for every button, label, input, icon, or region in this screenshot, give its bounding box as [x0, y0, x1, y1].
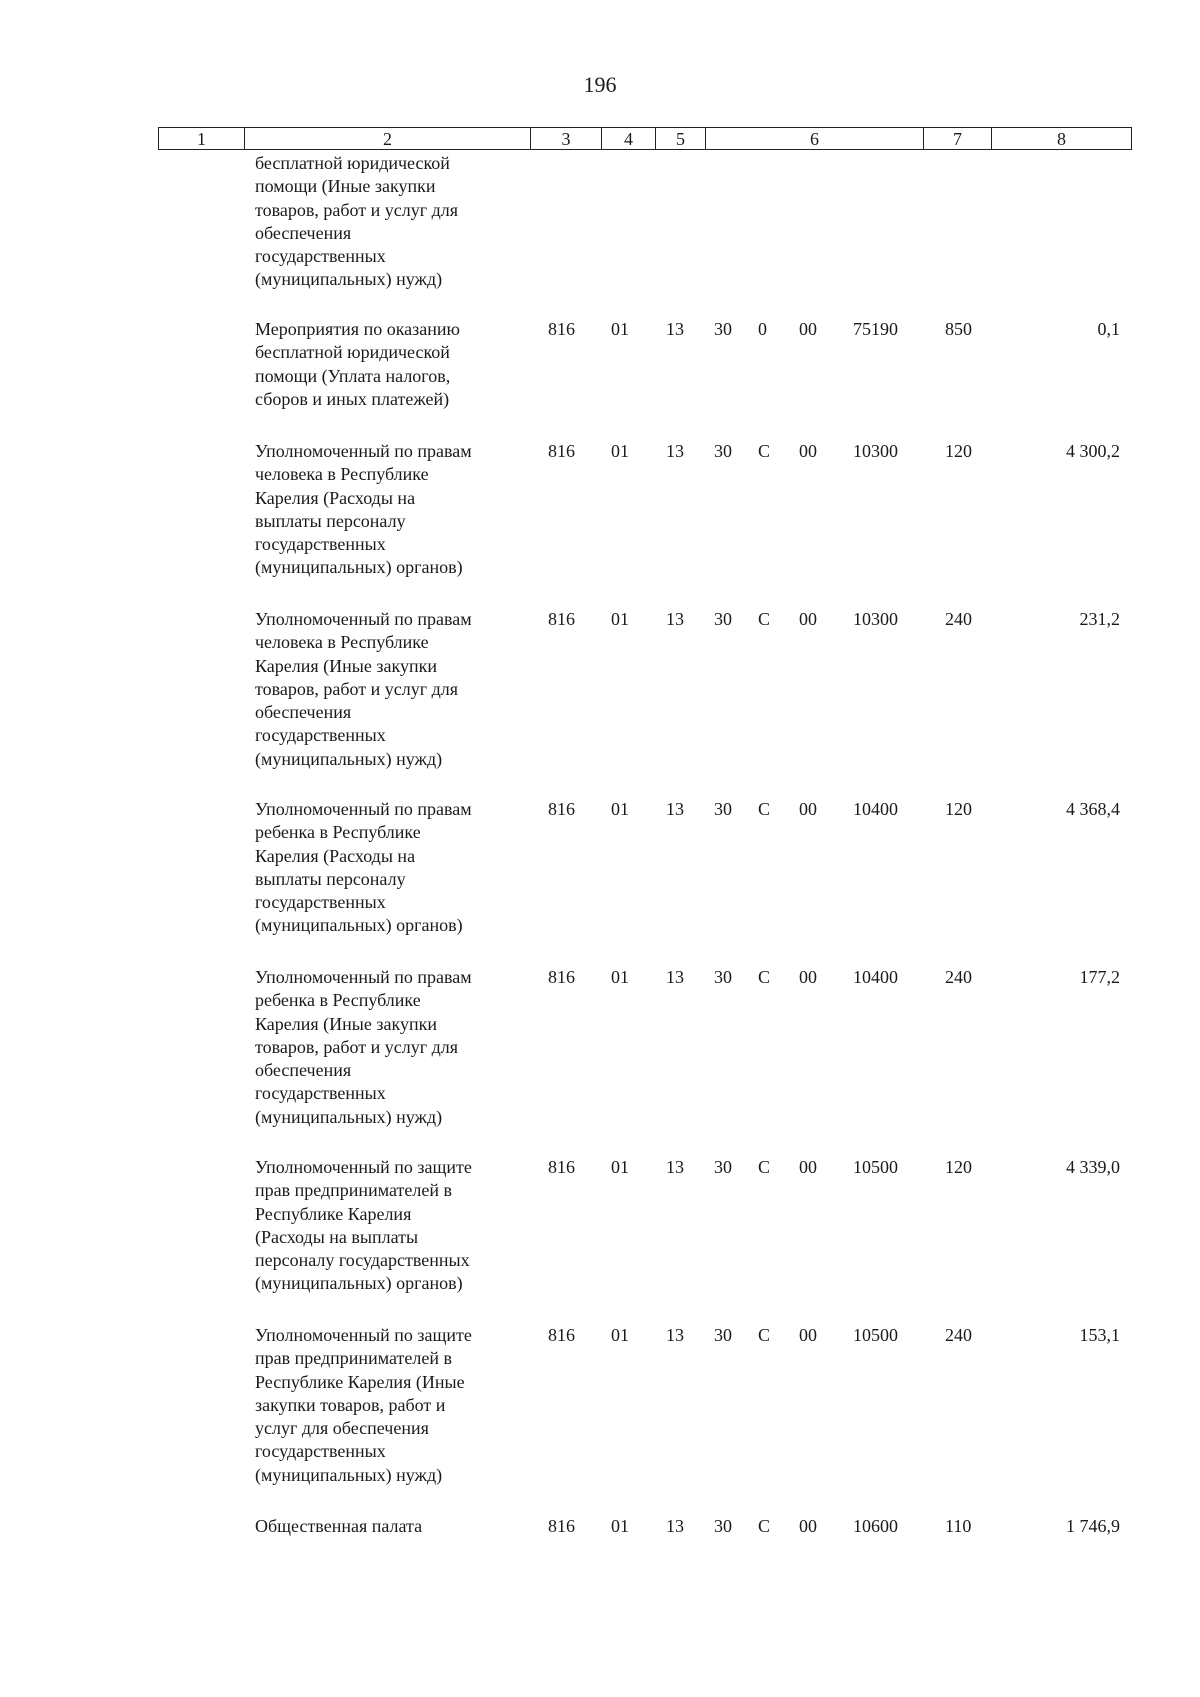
cell-c6c: 00 — [799, 1516, 817, 1536]
description-line: Республике Карелия — [255, 1203, 412, 1224]
description-line: (муниципальных) нужд) — [255, 1464, 443, 1485]
cell-c5: 13 — [666, 1516, 684, 1536]
description-line: государственных — [255, 1083, 386, 1104]
description-line: обеспечения — [255, 702, 352, 723]
cell-c6c: 00 — [799, 1157, 817, 1177]
cell-c6c: 00 — [799, 1325, 817, 1345]
cell-c6b: С — [758, 1157, 771, 1177]
description-line: обеспечения — [255, 1060, 352, 1081]
cell-c6b: 0 — [758, 319, 767, 339]
description-line: (Расходы на выплаты — [255, 1226, 419, 1247]
column-header-5: 5 — [656, 128, 706, 150]
cell-c6a: 30 — [714, 799, 732, 819]
cell-c4: 01 — [611, 967, 629, 987]
description-line: товаров, работ и услуг для — [255, 199, 459, 220]
description-line: помощи (Иные закупки — [255, 176, 436, 197]
cell-c5: 13 — [666, 1325, 684, 1345]
cell-c3: 816 — [548, 441, 575, 461]
cell-c3: 816 — [548, 1325, 575, 1345]
description-line: обеспечения — [255, 222, 352, 243]
description-line: (муниципальных) органов) — [255, 915, 463, 936]
description-line: Уполномоченный по правам — [255, 799, 472, 819]
cell-c6a: 30 — [714, 1325, 732, 1345]
cell-c6b: С — [758, 1516, 771, 1536]
description-line: Карелия (Иные закупки — [255, 655, 437, 676]
cell-c3: 816 — [548, 1157, 575, 1177]
description-line: человека в Республике — [255, 464, 429, 485]
cell-c3: 816 — [548, 609, 575, 629]
description-line: человека в Республике — [255, 632, 429, 653]
description-line: Уполномоченный по правам — [255, 967, 472, 987]
cell-c8: 153,1 — [1079, 1325, 1120, 1345]
description-line: Республике Карелия (Иные — [255, 1371, 465, 1392]
row-description — [255, 152, 517, 292]
row-description — [255, 1515, 517, 1538]
description-line: прав предпринимателей в — [255, 1348, 452, 1369]
description-line: товаров, работ и услуг для — [255, 1036, 459, 1057]
cell-c6c: 00 — [799, 799, 817, 819]
cell-c6b: С — [758, 799, 771, 819]
description-line: помощи (Уплата налогов, — [255, 365, 451, 386]
cell-c6c: 00 — [799, 441, 817, 461]
description-line: государственных — [255, 725, 386, 746]
description-line: (муниципальных) нужд) — [255, 1106, 443, 1127]
column-header-table — [158, 127, 1132, 150]
description-line: (муниципальных) органов) — [255, 1273, 463, 1294]
cell-c7: 120 — [945, 441, 972, 461]
cell-c7: 240 — [945, 1325, 972, 1345]
description-line: бесплатной юридической — [255, 342, 450, 363]
cell-c7: 110 — [945, 1516, 972, 1536]
column-header-6: 6 — [706, 128, 924, 150]
cell-c8: 231,2 — [1079, 609, 1120, 629]
description-line: государственных — [255, 892, 386, 913]
cell-c5: 13 — [666, 441, 684, 461]
cell-c3: 816 — [548, 1516, 575, 1536]
cell-c4: 01 — [611, 441, 629, 461]
description-line: персоналу государственных — [255, 1250, 470, 1271]
description-line: товаров, работ и услуг для — [255, 678, 459, 699]
row-description — [255, 1156, 517, 1296]
cell-c8: 4 300,2 — [1066, 441, 1120, 461]
description-line: выплаты персоналу — [255, 868, 406, 889]
cell-c3: 816 — [548, 967, 575, 987]
description-line: государственных — [255, 1441, 386, 1462]
cell-c7: 120 — [945, 799, 972, 819]
row-description — [255, 440, 517, 580]
description-line: Карелия (Иные закупки — [255, 1013, 437, 1034]
description-line: выплаты персоналу — [255, 510, 406, 531]
cell-c6d: 10500 — [853, 1325, 898, 1345]
row-description — [255, 798, 517, 938]
cell-c6c: 00 — [799, 609, 817, 629]
cell-c6b: С — [758, 967, 771, 987]
cell-c4: 01 — [611, 609, 629, 629]
description-line: сборов и иных платежей) — [255, 388, 450, 409]
description-line: прав предпринимателей в — [255, 1180, 452, 1201]
row-description — [255, 608, 517, 771]
cell-c4: 01 — [611, 1157, 629, 1177]
description-line: бесплатной юридической — [255, 153, 450, 173]
column-header-8: 8 — [992, 128, 1132, 150]
description-line: Общественная палата — [255, 1516, 423, 1536]
description-line: Уполномоченный по правам — [255, 609, 472, 629]
description-line: (муниципальных) нужд) — [255, 269, 443, 290]
cell-c4: 01 — [611, 1516, 629, 1536]
cell-c8: 4 339,0 — [1066, 1157, 1120, 1177]
cell-c4: 01 — [611, 799, 629, 819]
cell-c6a: 30 — [714, 609, 732, 629]
column-header-2: 2 — [245, 128, 531, 150]
cell-c6d: 10300 — [853, 441, 898, 461]
description-line: ребенка в Республике — [255, 990, 421, 1011]
cell-c6b: С — [758, 441, 771, 461]
column-header-7: 7 — [924, 128, 992, 150]
cell-c4: 01 — [611, 319, 629, 339]
column-header-4: 4 — [602, 128, 656, 150]
cell-c5: 13 — [666, 967, 684, 987]
cell-c6d: 10300 — [853, 609, 898, 629]
cell-c5: 13 — [666, 319, 684, 339]
cell-c6b: С — [758, 1325, 771, 1345]
cell-c8: 4 368,4 — [1066, 799, 1120, 819]
cell-c8: 0,1 — [1097, 319, 1120, 339]
cell-c6b: С — [758, 609, 771, 629]
page-number: 196 — [583, 72, 617, 97]
cell-c5: 13 — [666, 799, 684, 819]
cell-c6a: 30 — [714, 1516, 732, 1536]
cell-c5: 13 — [666, 1157, 684, 1177]
cell-c7: 120 — [945, 1157, 972, 1177]
description-line: закупки товаров, работ и — [255, 1394, 446, 1415]
row-description — [255, 318, 517, 411]
cell-c3: 816 — [548, 799, 575, 819]
description-line: государственных — [255, 534, 386, 555]
cell-c8: 1 746,9 — [1066, 1516, 1120, 1536]
cell-c6d: 10400 — [853, 967, 898, 987]
row-description — [255, 966, 517, 1129]
cell-c6a: 30 — [714, 441, 732, 461]
row-description — [255, 1324, 517, 1487]
description-line: Карелия (Расходы на — [255, 845, 416, 866]
column-header-3: 3 — [531, 128, 602, 150]
column-header-1: 1 — [159, 128, 245, 150]
description-line: (муниципальных) органов) — [255, 557, 463, 578]
description-line: (муниципальных) нужд) — [255, 748, 443, 769]
cell-c6a: 30 — [714, 1157, 732, 1177]
cell-c6a: 30 — [714, 319, 732, 339]
cell-c6d: 10600 — [853, 1516, 898, 1536]
description-line: Уполномоченный по защите — [255, 1157, 472, 1177]
description-line: государственных — [255, 246, 386, 267]
description-line: Карелия (Расходы на — [255, 487, 416, 508]
cell-c6d: 10400 — [853, 799, 898, 819]
cell-c5: 13 — [666, 609, 684, 629]
cell-c7: 850 — [945, 319, 972, 339]
cell-c8: 177,2 — [1079, 967, 1120, 987]
cell-c6c: 00 — [799, 319, 817, 339]
description-line: Уполномоченный по защите — [255, 1325, 472, 1345]
cell-c6d: 75190 — [853, 319, 898, 339]
cell-c3: 816 — [548, 319, 575, 339]
cell-c6d: 10500 — [853, 1157, 898, 1177]
cell-c7: 240 — [945, 609, 972, 629]
cell-c6a: 30 — [714, 967, 732, 987]
description-line: ребенка в Республике — [255, 822, 421, 843]
cell-c7: 240 — [945, 967, 972, 987]
cell-c6c: 00 — [799, 967, 817, 987]
cell-c4: 01 — [611, 1325, 629, 1345]
description-line: Мероприятия по оказанию — [255, 319, 460, 339]
description-line: Уполномоченный по правам — [255, 441, 472, 461]
description-line: услуг для обеспечения — [255, 1418, 429, 1439]
